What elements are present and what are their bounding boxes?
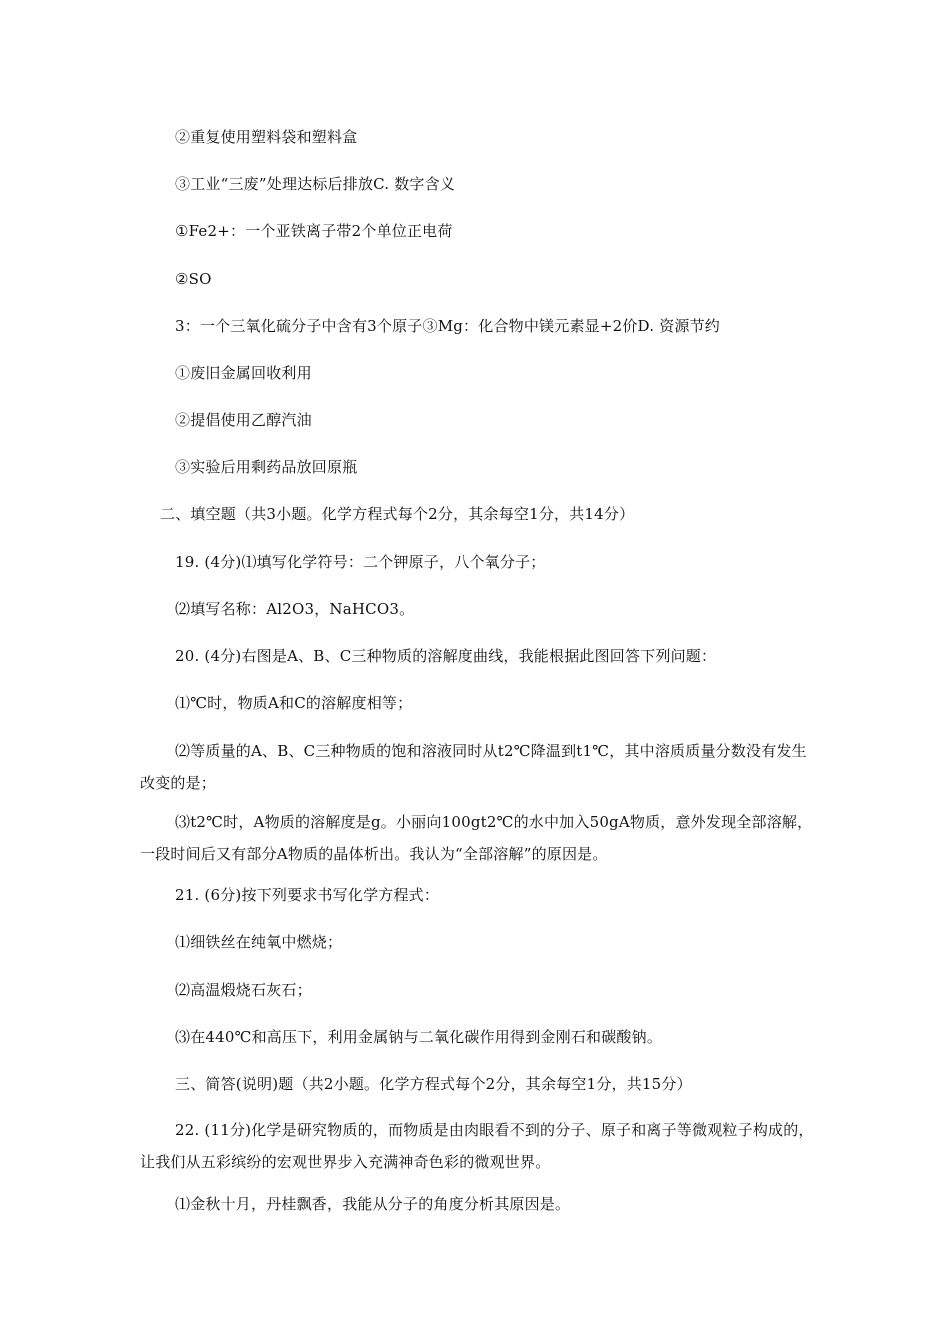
section-heading: 三、简答(说明)题（共2小题。化学方程式每个2分，其余每空1分，共15分） [175, 1075, 692, 1093]
text-line: ⑴金秋十月，丹桂飘香，我能从分子的角度分析其原因是。 [175, 1195, 571, 1213]
text-line: ⑶在440℃和高压下，利用金属钠与二氧化碳作用得到金刚石和碳酸钠。 [175, 1028, 663, 1046]
question-20: 20. (4分)右图是A、B、C三种物质的溶解度曲线，我能根据此图回答下列问题： [175, 647, 717, 665]
text-paragraph: ⑵等质量的A、B、C三种物质的饱和溶液同时从t2℃降温到t1℃，其中溶质质量分数没有发生改变的是； [140, 742, 807, 792]
question-19: 19. (4分)⑴填写化学符号：二个钾原子，八个氧分子； [175, 553, 546, 571]
section-heading: 二、填空题（共3小题。化学方程式每个2分，其余每空1分，共14分） [160, 505, 635, 523]
text-line: ①Fe2+：一个亚铁离子带2个单位正电荷 [175, 222, 453, 240]
question-21: 21. (6分)按下列要求书写化学方程式： [175, 886, 440, 904]
text-line: ②SO [175, 270, 212, 288]
text-paragraph: ⑶t2℃时，A物质的溶解度是g。小丽向100gt2℃的水中加入50gA物质，意外发现全部溶解，一段时间后又有部分A物质的晶体析出。我认为“全部溶解”的原因是。 [140, 813, 813, 863]
text-line: ⑵高温煅烧石灰石； [175, 981, 312, 999]
text-line: ③实验后用剩药品放回原瓶 [175, 458, 358, 476]
text-line: ①废旧金属回收利用 [175, 364, 312, 382]
text-line: ⑴℃时，物质A和C的溶解度相等； [175, 694, 413, 712]
text-line: ③工业“三废”处理达标后排放C. 数字含义 [175, 175, 456, 193]
text-line: ⑴细铁丝在纯氧中燃烧； [175, 933, 343, 951]
text-line: 3：一个三氧化硫分子中含有3个原子③Mg：化合物中镁元素显+2价D. 资源节约 [175, 317, 720, 335]
text-line: ②重复使用塑料袋和塑料盒 [175, 128, 358, 146]
text-line: ⑵填写名称：Al2O3，NaHCO3。 [175, 600, 415, 618]
text-line: ②提倡使用乙醇汽油 [175, 411, 312, 429]
question-22: 22. (11分)化学是研究物质的，而物质是由肉眼看不到的分子、原子和离子等微观粒子构成的，让我们从五彩缤纷的宏观世界步入充满神奇色彩的微观世界。 [140, 1121, 814, 1171]
